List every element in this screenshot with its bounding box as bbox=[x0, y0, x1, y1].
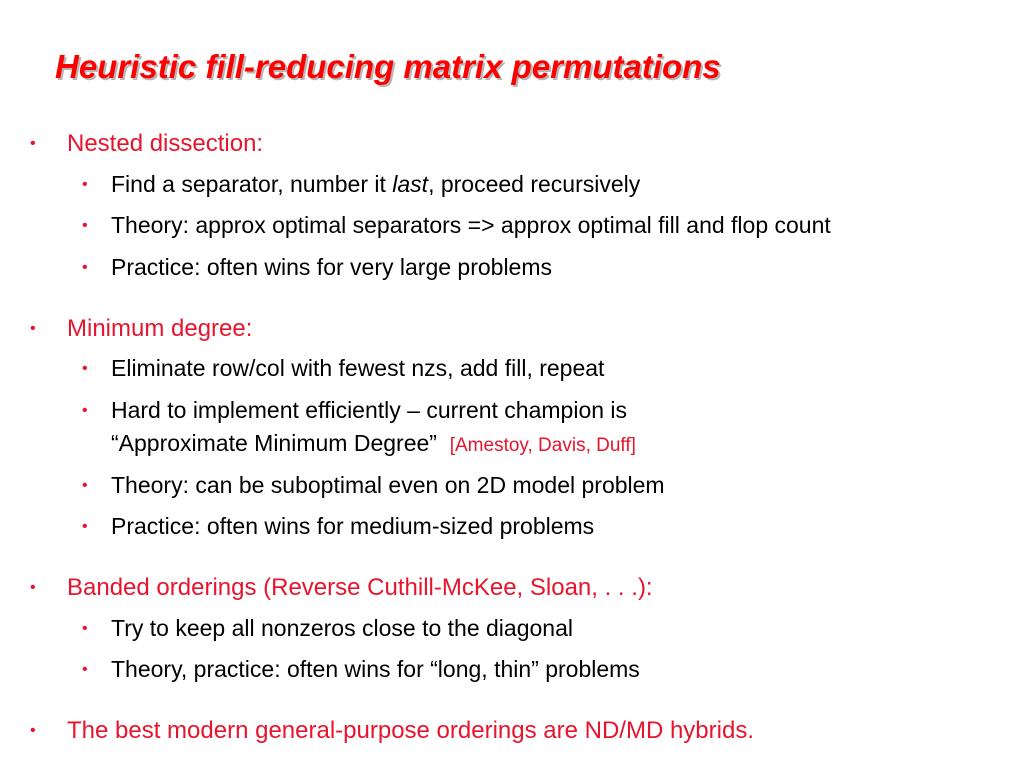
slide-title: Heuristic fill-reducing matrix permutations bbox=[55, 48, 721, 85]
sub-bullet-find-separator bbox=[82, 173, 640, 196]
bullet-icon: • bbox=[82, 661, 88, 678]
bullet-icon: • bbox=[82, 259, 88, 276]
sub-bullet-theory-separators bbox=[82, 214, 831, 237]
bullet-icon: • bbox=[82, 217, 88, 234]
sub-bullet-long-thin bbox=[82, 658, 640, 681]
bullet-nested-dissection bbox=[30, 132, 263, 156]
citation: [Amestoy, Davis, Duff] bbox=[449, 435, 636, 456]
section-heading: Nested dissection: bbox=[67, 130, 264, 157]
sub-bullet-eliminate bbox=[82, 357, 604, 380]
bullet-icon: • bbox=[82, 620, 88, 637]
item-text: Practice: often wins for medium-sized problems bbox=[111, 513, 595, 539]
sub-bullet-theory-suboptimal bbox=[82, 474, 665, 497]
section-heading: Minimum degree: bbox=[67, 315, 253, 342]
bullet-icon: • bbox=[82, 477, 88, 494]
bullet-icon: • bbox=[30, 579, 36, 596]
bullet-icon: • bbox=[30, 135, 36, 152]
item-text-emphasis: last bbox=[392, 171, 429, 197]
bullet-icon: • bbox=[82, 402, 88, 419]
bullet-icon: • bbox=[30, 722, 36, 739]
sub-bullet-hard-to-implement-continuation bbox=[111, 432, 636, 455]
bullet-nd-md-hybrids bbox=[30, 719, 754, 743]
sub-bullet-keep-nonzeros bbox=[82, 617, 573, 640]
item-text: Hard to implement efficiently – current champion is bbox=[111, 397, 628, 423]
item-text-pre: Find a separator, number it bbox=[111, 171, 393, 197]
sub-bullet-practice-large bbox=[82, 256, 552, 279]
item-text: Practice: often wins for very large problems bbox=[111, 254, 553, 280]
bullet-icon: • bbox=[30, 320, 36, 337]
bullet-minimum-degree bbox=[30, 317, 252, 341]
bullet-banded-orderings bbox=[30, 576, 653, 600]
item-text: Theory, practice: often wins for “long, thin” problems bbox=[111, 656, 640, 682]
item-text-continuation: “Approximate Minimum Degree” bbox=[111, 430, 437, 456]
section-heading: Banded orderings (Reverse Cuthill-McKee, Sloan, . . .): bbox=[67, 574, 653, 601]
bullet-icon: • bbox=[82, 360, 88, 377]
sub-bullet-hard-to-implement bbox=[82, 399, 627, 422]
bullet-icon: • bbox=[82, 518, 88, 535]
item-text-post: , proceed recursively bbox=[428, 171, 641, 197]
item-text: Try to keep all nonzeros close to the diagonal bbox=[111, 615, 573, 641]
item-text: Theory: can be suboptimal even on 2D model problem bbox=[111, 472, 665, 498]
section-heading: The best modern general-purpose orderings are ND/MD hybrids. bbox=[67, 717, 754, 744]
item-text: Eliminate row/col with fewest nzs, add fill, repeat bbox=[111, 355, 605, 381]
bullet-icon: • bbox=[82, 176, 88, 193]
sub-bullet-practice-medium bbox=[82, 515, 594, 538]
item-text: Theory: approx optimal separators => approx optimal fill and flop count bbox=[111, 212, 831, 238]
